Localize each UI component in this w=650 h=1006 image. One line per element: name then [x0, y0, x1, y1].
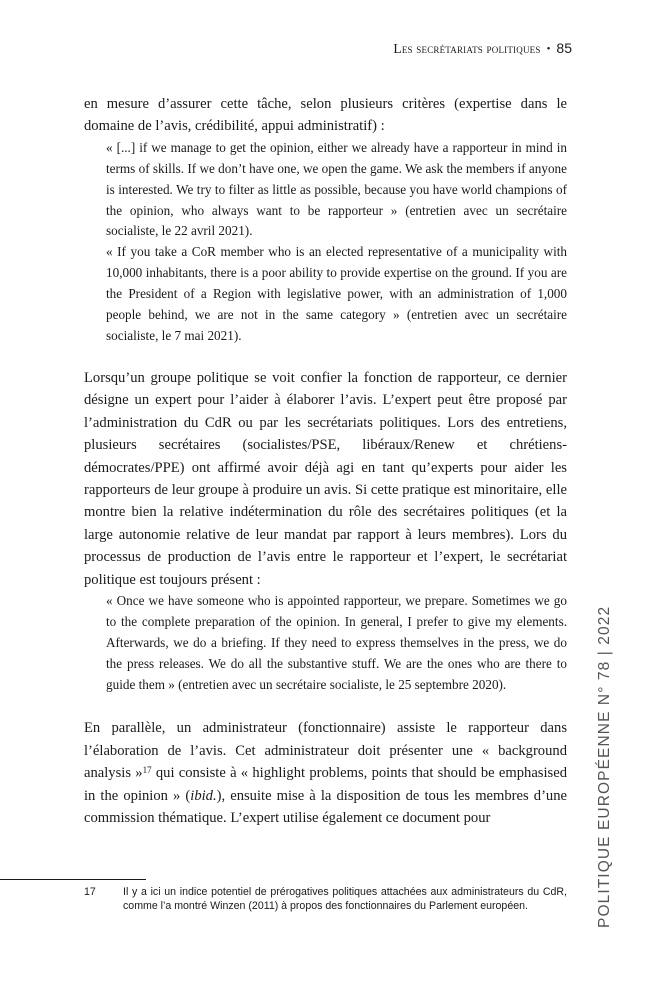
- paragraph-1: en mesure d’assurer cette tâche, selon plusieurs critères (expertise dans le domaine de l’avis, crédibilité, appui administratif) :: [84, 96, 567, 135]
- footnote-number: 17: [84, 886, 96, 898]
- running-head: [393, 40, 572, 57]
- running-head-title: Les secrétariats politiques: [393, 41, 541, 56]
- journal-side-label: POLITIQUE EUROPÉENNE N° 78 | 2022: [596, 605, 613, 928]
- block-quote-2: « If you take a CoR member who is an elected representative of a municipality with 10,000 inhabitants, there is a poor ability to provide expertise on the ground. If you are the President of a Region with legislative power, with an administration of 1,000 people behind, we are not in the same category » (entretien avec un secrétaire socialiste, le 7 mai 2021).: [106, 244, 567, 343]
- block-quote-1: « [...] if we manage to get the opinion, either we already have a rapporteur in mind in terms of skills. If we don’t have one, we open the game. We ask the members if anyone is interested. We try to filter as little as possible, because you have world champions of the opinion, who always want to be rapporteur » (entretien avec un secrétaire socialiste, le 22 avril 2021).: [106, 139, 567, 239]
- footnote: [84, 885, 567, 914]
- running-head-separator: •: [546, 43, 551, 55]
- paragraph-3-part-1: En parallèle, un administrateur (fonctionnaire) assiste le rapporteur dans l’élaboration de l’avis. Cet administrateur doit présenter une « background analysis »: [84, 720, 567, 782]
- footnote-reference: 17: [142, 765, 152, 776]
- block-quote-3: « Once we have someone who is appointed rapporteur, we prepare. Sometimes we go to the complete preparation of the opinion. In general, I prefer to give my elements. Afterwards, we do a briefing. If they need to express themselves in the press, we do the press releases. We do all the substantive stuff. We are the ones who are there to guide them » (entretien avec un secrétaire socialiste, le 25 septembre 2020).: [106, 592, 567, 692]
- footnote-text: Il y a ici un indice potentiel de prérogatives politiques attachées aux administrateurs du CdR, comme l’a montré Winzen (2011) à propos des fonctionnaires du Parlement européen.: [123, 886, 567, 913]
- page-number: 85: [556, 40, 572, 56]
- body-text: [84, 93, 567, 830]
- footnote-rule: [0, 879, 146, 880]
- paragraph-2: Lorsqu’un groupe politique se voit confier la fonction de rapporteur, ce dernier désigne un expert pour l’aider à élaborer l’avis. L’expert peut être proposé par l’administration du CdR ou par les secrétariats politiques. Lors des entretiens, plusieurs secrétaires (socialistes/PSE, libéraux/Renew et chrétiens-démocrates/PPE) ont affirmé avoir déjà agi en tant qu’experts pour aider les rapporteurs de leur groupe à produire un avis. Si cette pratique est minoritaire, elle montre bien la relative indétermination du rôle des secrétaires politiques (et la large autonomie relative de leur mandat par rapport à leurs membres). Lors du processus de production de l’avis entre le rapporteur et l’expert, le secrétariat politique est toujours présent :: [84, 369, 567, 588]
- ibid-citation: ibid.: [190, 787, 217, 804]
- paragraph-3-part-2: qui consiste à « highlight problems, points that should be emphasised in the opinion » (: [84, 765, 567, 804]
- paragraph-3: [84, 717, 567, 829]
- paragraph-3-part-3: ), ensuite mise à la disposition de tous les membres d’une commission thématique. L’expert utilise également ce document pour: [84, 787, 568, 827]
